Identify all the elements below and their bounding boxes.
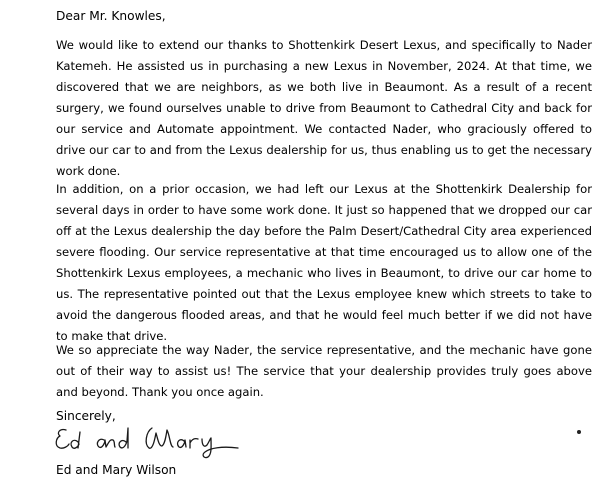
closing: Sincerely, <box>56 409 116 423</box>
stray-mark <box>577 430 581 434</box>
salutation: Dear Mr. Knowles, <box>56 9 166 23</box>
paragraph-appreciation: We so appreciate the way Nader, the service representative, and the mechanic have gone out of their way to assist us! The service that your dealership provides truly goes above and beyond. Thank you once again. <box>56 343 592 399</box>
paragraph-thanks: We would like to extend our thanks to Shottenkirk Desert Lexus, and specifically to Nader Katemeh. He assisted us in purchasing a new Lexus in November, 2024. At that time, we discovered that we are neighbors, as we both live in Beaumont. As a result of a recent surgery, we found ourselves unable to drive from Beaumont to Cathedral City and back for our service and Automate appointment. We contacted Nader, who graciously offered to drive our car to and from the Lexus dealership for us, thus enabling us to get the necessary work done. <box>56 38 592 178</box>
handwritten-signature <box>52 424 262 460</box>
signer-name: Ed and Mary Wilson <box>56 463 177 477</box>
paragraph-flooding: In addition, on a prior occasion, we had left our Lexus at the Shottenkirk Dealership for several days in order to have some work done. It just so happened that we dropped our car off at the Lexus dealership the day before the Palm Desert/Cathedral City area experienced severe flooding. Our service representative at that time encouraged us to allow one of the Shottenkirk Lexus employees, a mechanic who lives in Beaumont, to drive our car home to us. The representative pointed out that the Lexus employee knew which streets to take to avoid the dangerous flooded areas, and that he would feel much better if we did not have to make that drive. <box>56 182 592 343</box>
